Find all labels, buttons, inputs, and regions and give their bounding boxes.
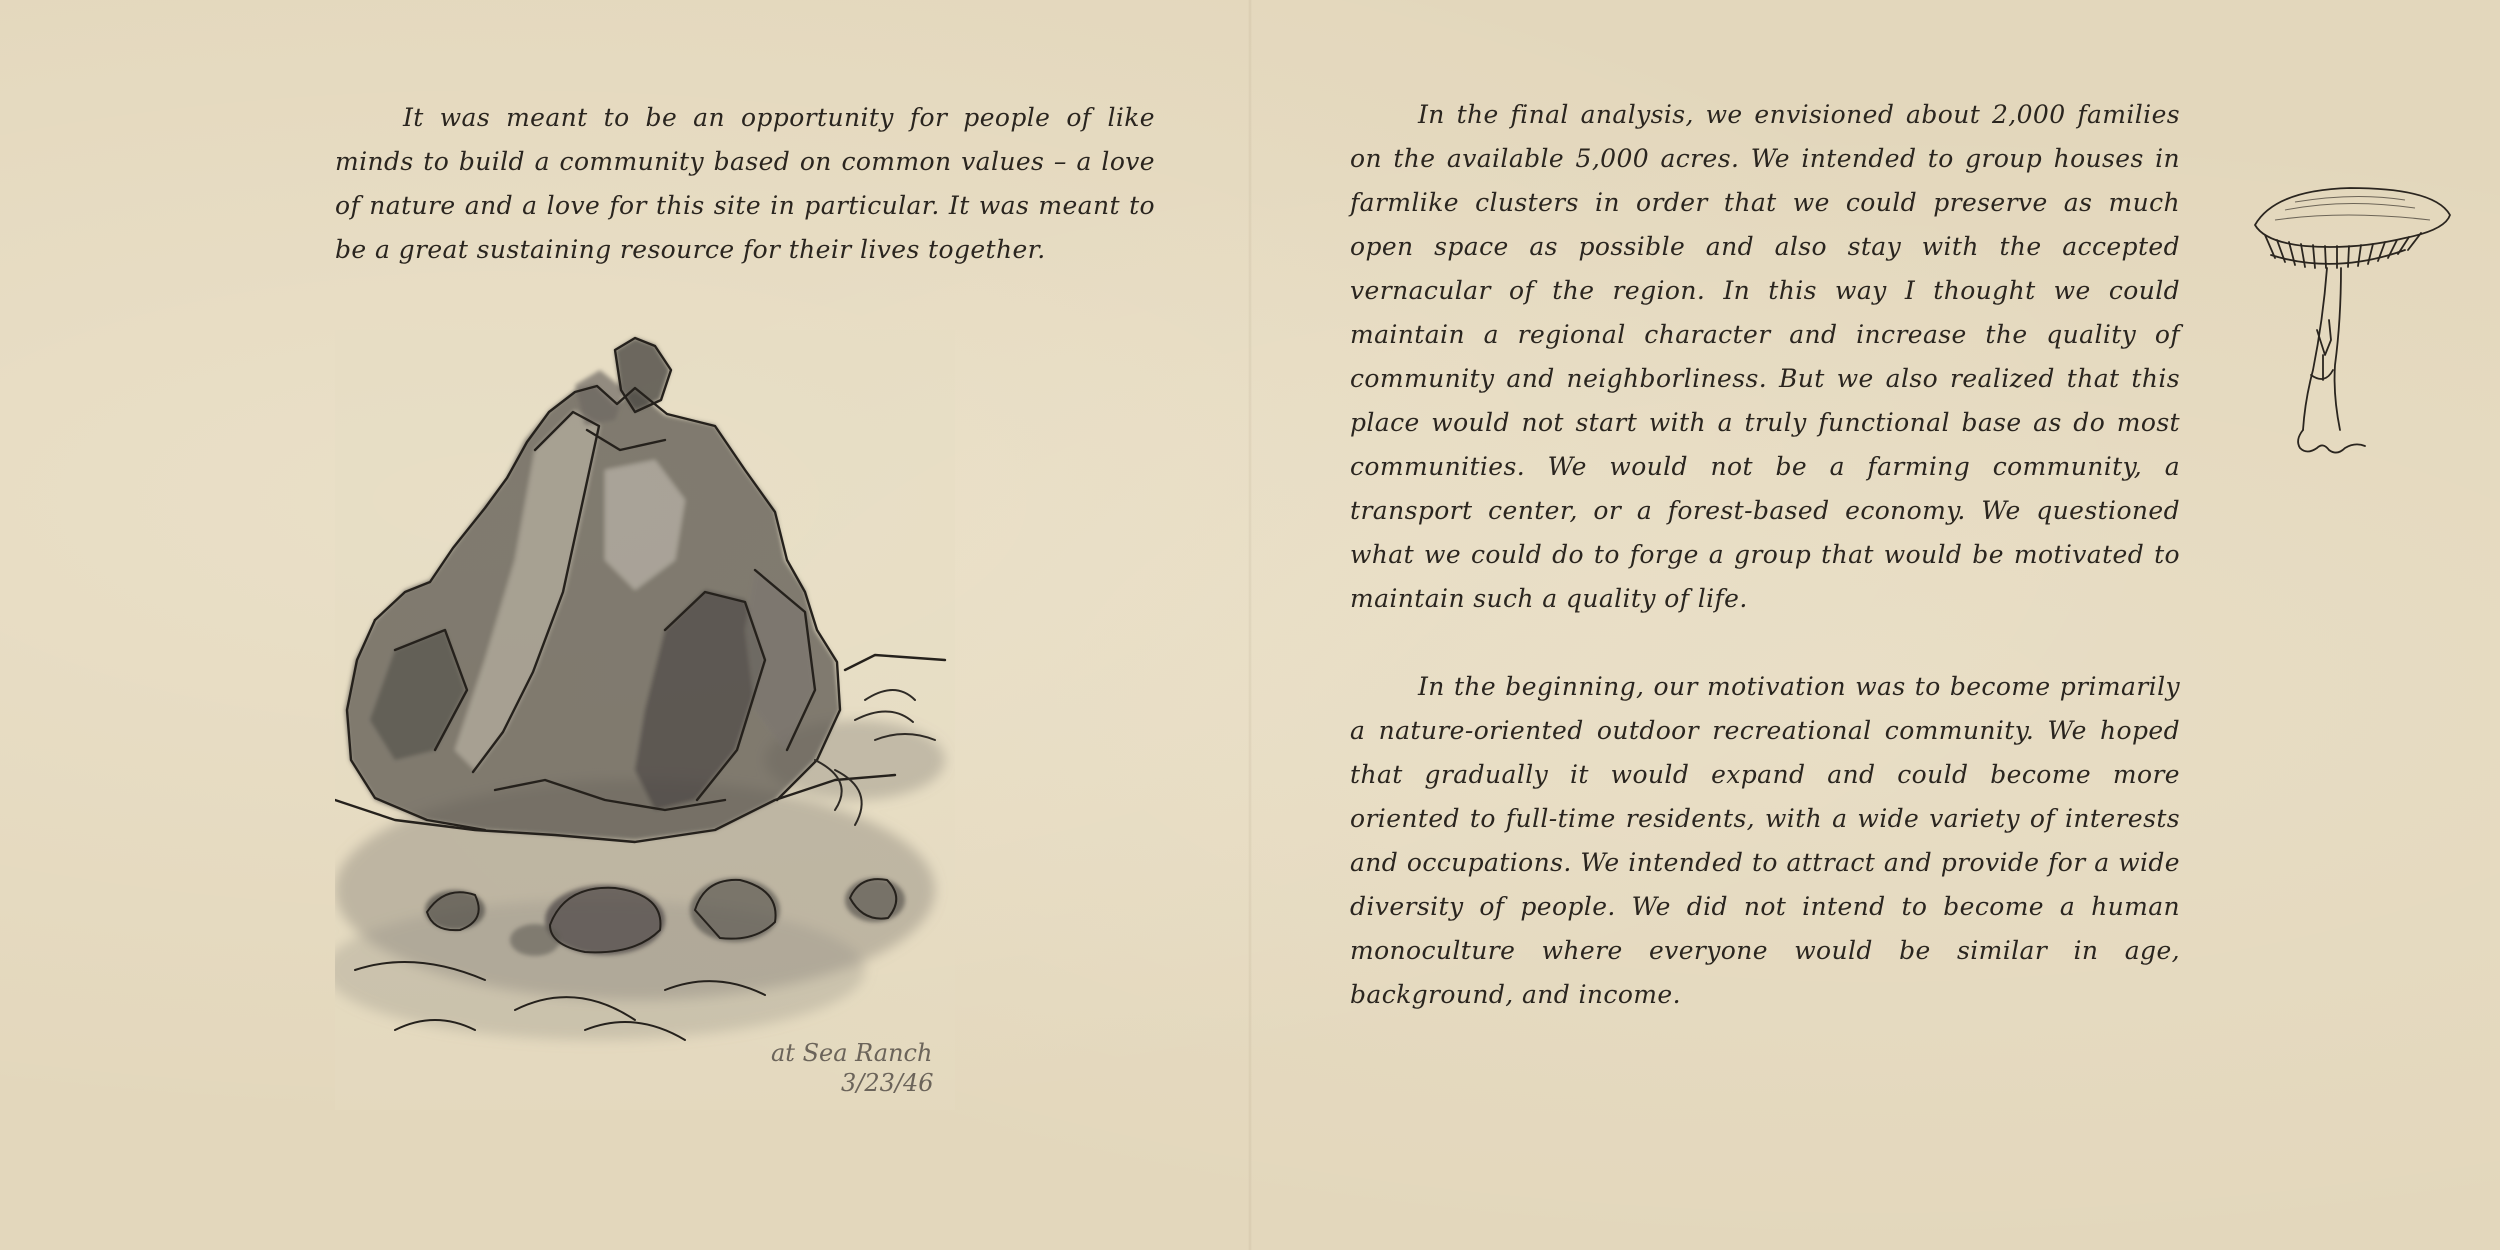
mushroom-sketch xyxy=(2245,180,2465,460)
right-page xyxy=(1250,0,2500,1250)
right-paragraph-1: In the final analysis, we envisioned about 2,000 families on the available 5,000 acres. We intended to group houses in farmlike clusters in order that we could preserve as much open space as possible and also stay with the accepted vernacular of the region. In this way I thought we could maintain a regional character and increase the quality of community and neighborliness. But we also realized that this place would not start with a truly functional base as do most communities. We would not be a farming community, a transport center, or a forest-based economy. We questioned what we could do to forge a group that would be motivated to maintain such a quality of life. xyxy=(1350,100,2180,613)
right-paragraph-2: In the beginning, our motivation was to become primarily a nature-oriented outdoor recreational community. We hoped that gradually it would expand and could become more oriented to full-time residents, with a wide variety of interests and occupations. We intended to attract and provide for a wide diversity of people. We did not intend to become a human monoculture where everyone would be similar in age, background, and income. xyxy=(1350,672,2180,1009)
rock-sketch-illustration xyxy=(335,330,955,1110)
sketch-caption xyxy=(771,1038,951,1098)
mushroom-illustration xyxy=(2245,180,2465,460)
sketch-caption-location: at Sea Ranch xyxy=(771,1039,933,1067)
left-paragraph-1: It was meant to be an opportunity for people of like minds to build a community based on common values – a love of nature and a love for this site in particular. It was meant to be a great sustaining resource for their lives together. xyxy=(335,103,1155,264)
rock-sketch xyxy=(335,330,955,1110)
sketch-caption-date: 3/23/46 xyxy=(841,1069,934,1097)
right-page-text xyxy=(1350,93,2180,1017)
left-page-text xyxy=(335,96,1155,272)
